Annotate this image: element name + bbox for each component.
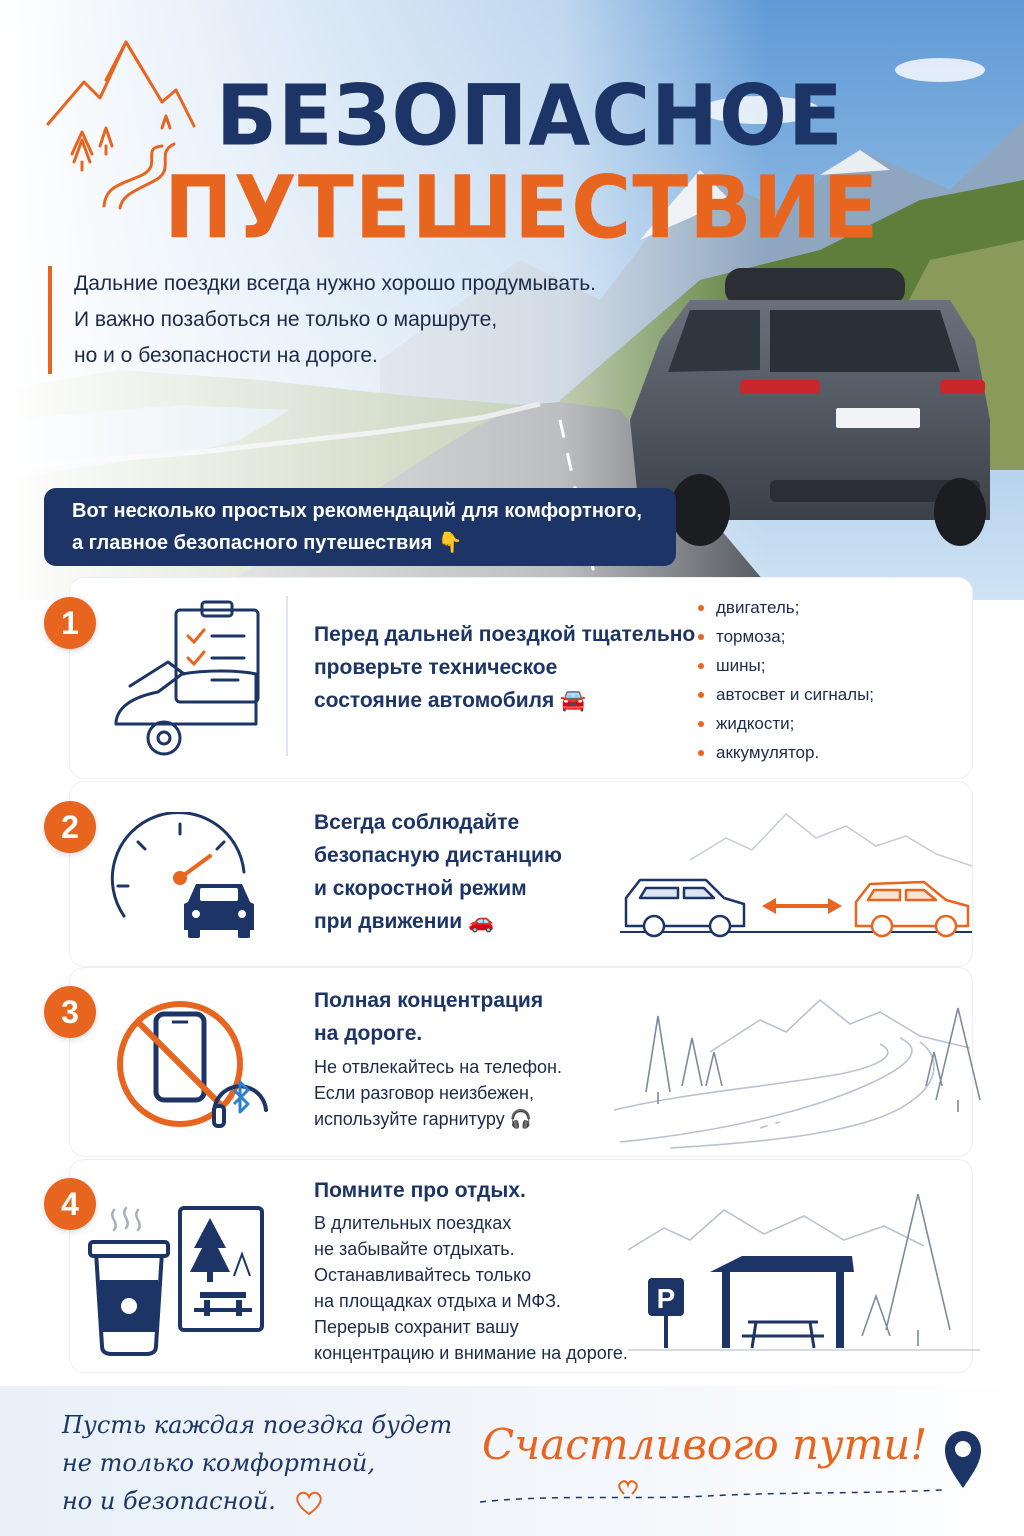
banner-line: а главное безопасного путешествия	[72, 532, 433, 554]
step-3-text: Не отвлекайтесь на телефон. Если разговор неизбежен, используйте гарнитуру 🎧	[314, 1057, 562, 1129]
intro-line: но и о безопасности на дороге.	[74, 344, 378, 367]
mountain-road-illustration	[610, 992, 990, 1152]
two-cars-distance-illustration	[616, 808, 976, 940]
list-item: тормоза;	[696, 622, 874, 651]
recommendations-banner	[44, 488, 676, 566]
coffee-rest-area-icon	[86, 1204, 266, 1360]
step-number-3: 3	[44, 986, 96, 1038]
step-4-heading: Помните про отдых.	[314, 1179, 526, 1202]
step-4-text: В длительных поездках не забывайте отдыхать. Останавливайтесь только на площадках отдыха и МФЗ. Перерыв сохранит вашу концентрацию и внимание на дороге.	[314, 1213, 628, 1363]
parking-sign-icon: P	[656, 1283, 676, 1314]
step-number-2: 2	[44, 801, 96, 853]
banner-line: Вот несколько простых рекомендаций для комфортного,	[72, 500, 642, 522]
headphones-icon: 🎧	[509, 1109, 533, 1129]
list-item: двигатель;	[696, 593, 874, 622]
intro-line: Дальние поездки всегда нужно хорошо продумывать.	[74, 272, 596, 295]
suv-car-photo	[630, 268, 990, 546]
step-1-heading: Перед дальней поездкой тщательно проверьте техническое состояние автомобиля 🚘	[314, 623, 696, 712]
step-divider	[286, 596, 288, 756]
location-pin-icon	[942, 1428, 984, 1490]
list-item: аккумулятор.	[696, 738, 874, 767]
intro-text	[48, 266, 596, 374]
farewell-text: Счастливого пути!	[482, 1420, 928, 1469]
parking-shelter-illustration	[624, 1190, 984, 1360]
footer-wish: Пусть каждая поездка будет не только комфортной, но и безопасной.	[62, 1411, 453, 1515]
step-2-heading: Всегда соблюдайте безопасную дистанцию и скоростной режим при движении 🚗	[314, 811, 562, 933]
dashed-route-line	[476, 1474, 946, 1510]
page-title-line2: ПУТЕШЕСТВИЕ	[164, 158, 880, 259]
list-item: шины;	[696, 651, 874, 680]
no-phone-bluetooth-icon	[114, 1000, 274, 1136]
list-item: жидкости;	[696, 709, 874, 738]
step-number-4: 4	[44, 1178, 96, 1230]
car-emoji-icon: 🚗	[468, 910, 495, 933]
speedometer-car-icon	[108, 812, 260, 942]
step-number-1: 1	[44, 597, 96, 649]
check-list	[696, 593, 874, 767]
step-3-heading: Полная концентрация на дороге.	[314, 989, 544, 1045]
intro-line: И важно позаботься не только о маршруте,	[74, 308, 498, 331]
heart-icon	[294, 1490, 324, 1516]
checklist-car-hood-icon	[108, 596, 268, 758]
pointing-down-icon: 👇	[437, 532, 463, 554]
car-emoji-icon: 🚘	[560, 689, 587, 712]
list-item: автосвет и сигналы;	[696, 680, 874, 709]
page-title-line1: БЕЗОПАСНОЕ	[216, 66, 844, 165]
